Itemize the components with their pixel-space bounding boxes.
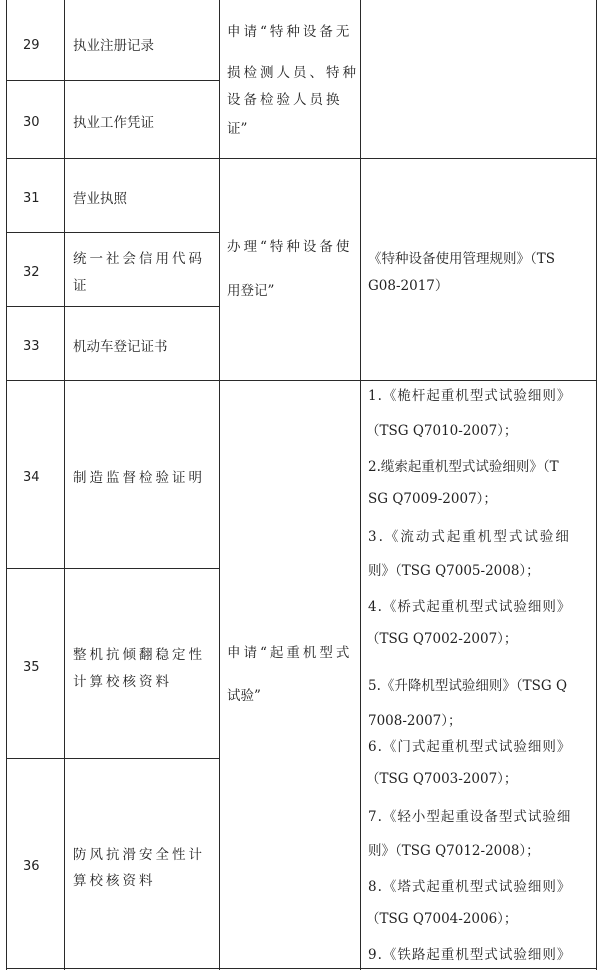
document-name: 统一社会信用代码 [73,251,205,267]
document-name: 防风抗滑安全性计 [73,847,205,863]
row-divider [6,80,219,81]
row-number: 31 [23,191,40,206]
row-divider [6,568,219,569]
row-number: 34 [23,470,40,485]
matter-name-cont: 损检测人员、特种 [227,65,359,81]
column-divider-2 [219,0,220,970]
document-name: 制造监督检验证明 [73,470,205,486]
document-name: 执业工作凭证 [73,115,154,131]
document-name: 执业注册记录 [73,38,154,54]
basis-item-cont: SG Q7009-2007）； [368,491,497,507]
group-divider [6,158,597,159]
basis-item: 1.《桅杆起重机型式试验细则》 [368,388,572,404]
matter-name-cont: 用登记” [227,283,275,299]
row-number: 36 [23,859,40,874]
basis-text-cont: G08-2017） [368,278,449,294]
column-divider-3 [360,0,361,970]
document-name: 机动车登记证书 [73,339,168,355]
matter-name: 申请“起重机型式 [227,645,353,661]
table-border-right [596,0,597,970]
row-number: 30 [23,115,40,130]
row-number: 35 [23,660,40,675]
basis-item-cont: （TSG Q7010-2007）； [366,423,518,439]
document-name-cont: 证 [73,278,87,294]
basis-item: 3.《流动式起重机型式试验细 [368,529,571,545]
document-name-cont: 算校核资料 [73,873,156,889]
matter-name-cont: 试验” [227,688,261,704]
column-divider-1 [64,0,65,970]
table-border-bottom [6,968,597,969]
matter-name: 申请“特种设备无 [227,24,353,40]
basis-item-cont: （TSG Q7002-2007）； [366,631,518,647]
basis-item: 9.《铁路起重机型式试验细则》 [368,947,572,963]
row-divider [6,758,219,759]
basis-item: 8.《塔式起重机型式试验细则》 [368,879,572,895]
table-border-left [6,0,7,970]
matter-name: 办理“特种设备使 [227,239,353,255]
row-divider [6,232,219,233]
basis-item-cont: （TSG Q7004-2006）； [366,911,518,927]
row-number: 29 [23,38,40,53]
basis-text: 《特种设备使用管理规则》（TS [368,251,556,267]
row-divider [6,306,219,307]
basis-item: 2.缆索起重机型式试验细则》（T [368,459,559,475]
basis-item-cont: 则》（TSG Q7012-2008）； [368,843,540,859]
basis-item: 4.《桥式起重机型式试验细则》 [368,599,572,615]
basis-item: 5.《升降机型试验细则》（TSG Q [368,678,568,694]
document-name: 整机抗倾翻稳定性 [73,647,205,663]
row-number: 32 [23,265,40,280]
basis-item-cont: 7008-2007）； [368,713,462,729]
basis-item: 7.《轻小型起重设备型式试验细 [368,809,572,825]
matter-name-cont: 证” [227,121,248,137]
basis-item: 6.《门式起重机型式试验细则》 [368,739,572,755]
basis-item-cont: （TSG Q7003-2007）； [366,771,518,787]
document-name-cont: 计算校核资料 [73,674,172,690]
document-name: 营业执照 [73,191,127,207]
matter-name-cont: 设备检验人员换 [227,92,343,108]
basis-item-cont: 则》（TSG Q7005-2008）； [368,563,540,579]
group-divider [6,380,597,381]
row-number: 33 [23,339,40,354]
